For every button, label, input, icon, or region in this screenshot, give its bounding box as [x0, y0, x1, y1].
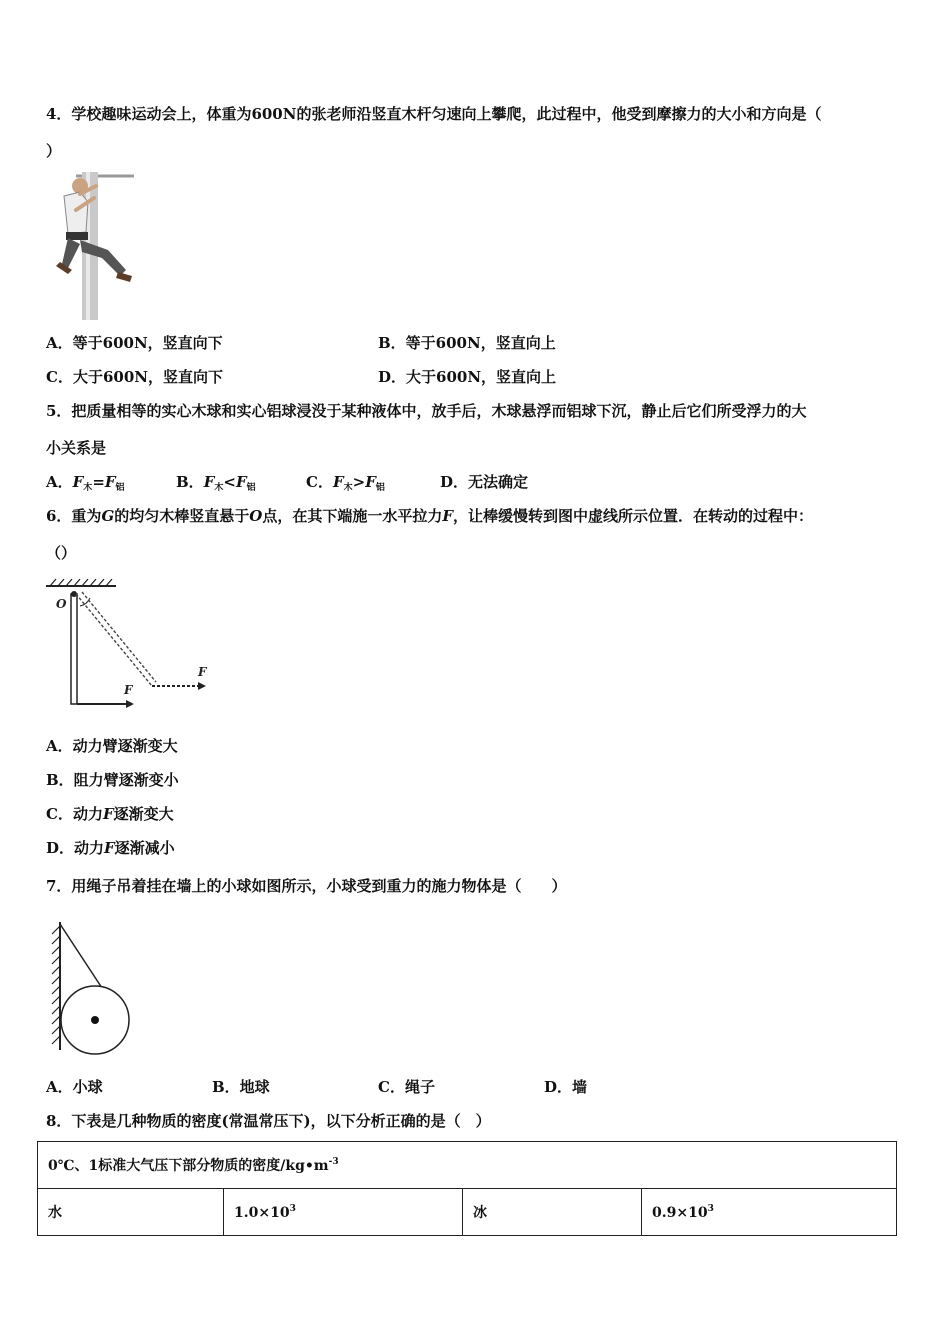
q6-figure-label-o: O	[56, 597, 67, 611]
table-row	[38, 1189, 897, 1236]
table-cell-name1: 水	[38, 1189, 224, 1236]
q6-figure-label-f2: F	[124, 683, 133, 697]
q5-option-b: B．$F_木<F_铝$	[176, 473, 256, 493]
q6-option-c: C．动力F逐渐变大	[46, 805, 174, 823]
q5-stem-line2: 小关系是	[46, 439, 107, 457]
q8-density-table	[37, 1141, 897, 1236]
q4-option-d: D．大于600N，竖直向上	[378, 368, 557, 386]
q7-option-b: B．地球	[212, 1078, 270, 1096]
q7-option-d: D．墙	[544, 1078, 588, 1096]
q8-stem: 8．下表是几种物质的密度(常温常压下)，以下分析正确的是（ ）	[46, 1112, 491, 1130]
q6-stem-line1: 6．重为G的均匀木棒竖直悬于O点，在其下端施一水平拉力F，让棒缓慢转到图中虚线所示位置．在转动的过程中：	[46, 507, 814, 525]
q6-stem-line2: （）	[46, 544, 77, 562]
q4-option-a: A．等于600N，竖直向下	[46, 334, 223, 352]
q6-lever-figure	[44, 576, 224, 716]
q5-option-c: C．$F_木>F_铝$	[306, 473, 385, 493]
table-header-row	[38, 1142, 897, 1189]
q7-option-c: C．绳子	[378, 1078, 435, 1096]
q5-stem-line1: 5．把质量相等的实心木球和实心铝球浸没于某种液体中，放手后，木球悬浮而铝球下沉，静止后它们所受浮力的大	[46, 402, 807, 420]
q4-stem-line1: 4．学校趣味运动会上，体重为600N的张老师沿竖直木杆匀速向上攀爬，此过程中，他受到摩擦力的大小和方向是（	[46, 105, 822, 123]
q4-stem-line2: ）	[46, 142, 62, 160]
table-header-cell: 0℃、1标准大气压下部分物质的密度$/kg•m^{-3}$	[38, 1142, 897, 1189]
table-cell-val1: $1.0\times 10^3$	[224, 1189, 463, 1236]
q5-option-d: D．无法确定	[440, 473, 529, 491]
q4-option-c: C．大于600N，竖直向下	[46, 368, 223, 386]
q4-climbing-teacher-figure	[46, 172, 136, 320]
q6-option-d: D．动力F逐渐减小	[46, 839, 175, 857]
q6-option-a: A．动力臂逐渐变大	[46, 737, 178, 755]
q4-option-b: B．等于600N，竖直向上	[378, 334, 556, 352]
q7-stem: 7．用绳子吊着挂在墙上的小球如图所示，小球受到重力的施力物体是（ ）	[46, 877, 567, 895]
table-cell-name2: 冰	[463, 1189, 642, 1236]
q6-option-b: B．阻力臂逐渐变小	[46, 771, 179, 789]
q7-hanging-ball-figure	[44, 918, 144, 1058]
table-cell-val2: $0.9\times 10^3$	[642, 1189, 897, 1236]
q6-figure-label-f1: F	[198, 665, 207, 679]
q7-option-a: A．小球	[46, 1078, 103, 1096]
q5-option-a: A．$F_木=F_铝$	[46, 473, 125, 493]
